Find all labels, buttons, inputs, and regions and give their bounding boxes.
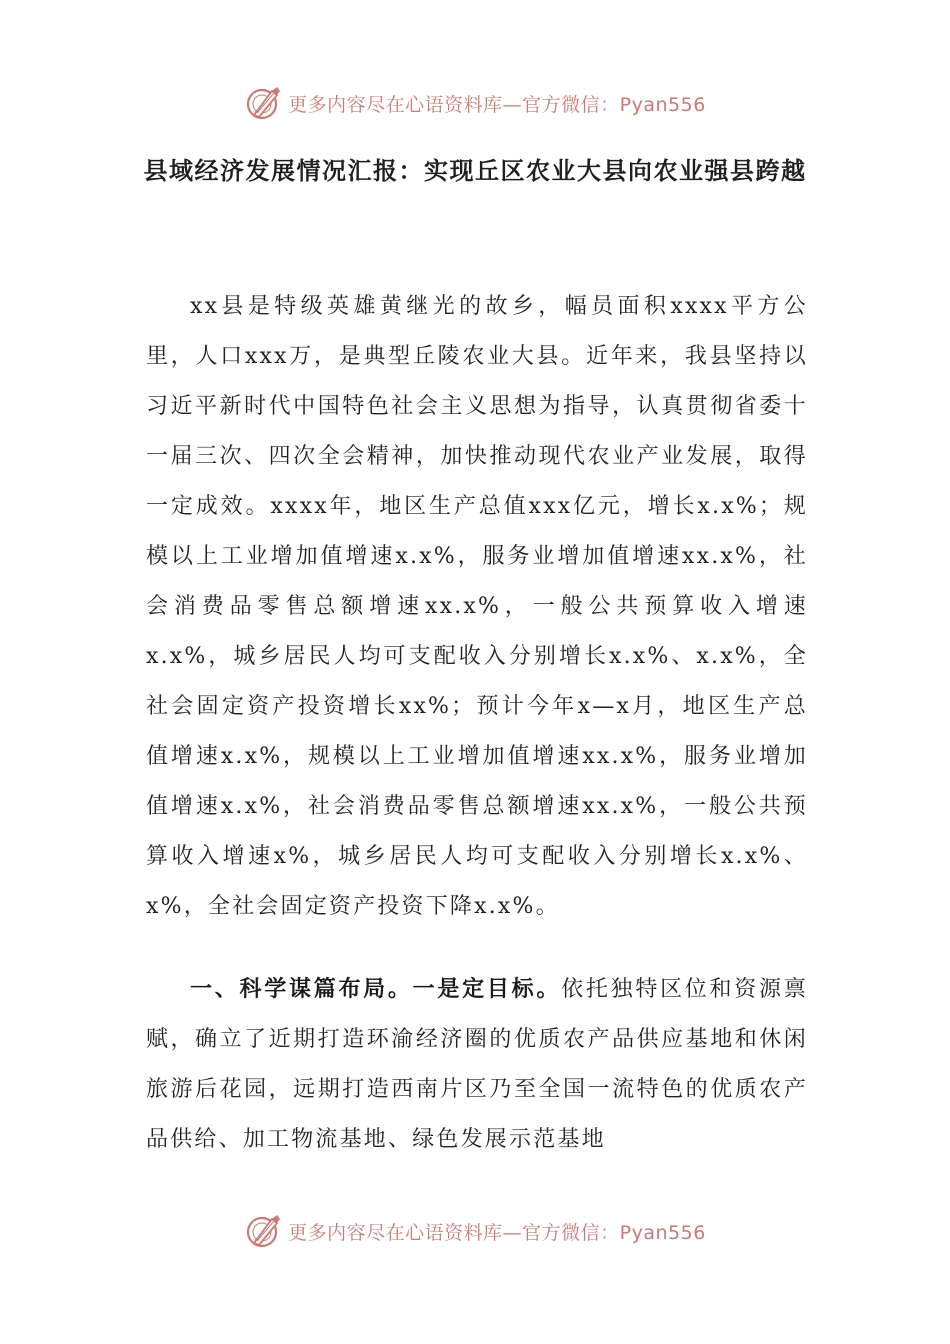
banner-wechat-id: Pyan556 — [619, 93, 706, 116]
banner-label: 更多内容尽在心语资料库—官方微信： — [288, 1221, 620, 1244]
document-title: 县域经济发展情况汇报：实现丘区农业大县向农业强县跨越 — [143, 157, 807, 185]
pen-nib-circle-icon — [244, 83, 284, 123]
pen-nib-circle-icon — [244, 1211, 284, 1251]
paragraph-intro: xx县是特级英雄黄继光的故乡，幅员面积xxxx平方公里，人口xxx万，是典型丘陵农业大县。近年来，我县坚持以习近平新时代中国特色社会主义思想为指导，认真贯彻省委十一届三次、四次全会精神，加快推动现代农业产业发展，取得一定成效。xxxx年，地区生产总值xxx亿元，增长x.x%；规模以上工业增加值增速x.x%，服务业增加值增速xx.x%，社会消费品零售总额增速xx.x%，一般公共预算收入增速x.x%，城乡居民人均可支配收入分别增长x.x%、x.x%，全社会固定资产投资增长xx%；预计今年x—x月，地区生产总值增速x.x%，规模以上工业增加值增速xx.x%，服务业增加值增速x.x%，社会消费品零售总额增速xx.x%，一般公共预算收入增速x%，城乡居民人均可支配收入分别增长x.x%、x%，全社会固定资产投资下降x.x%。 — [146, 294, 808, 919]
banner-text — [288, 90, 706, 117]
paragraph-section-1 — [146, 965, 808, 1165]
section-heading: 一、科学谋篇布局。一是定目标。 — [190, 977, 562, 1002]
header-banner — [0, 78, 950, 128]
banner-label: 更多内容尽在心语资料库—官方微信： — [288, 93, 620, 116]
banner-wechat-id: Pyan556 — [619, 1221, 706, 1244]
banner-text — [288, 1218, 706, 1245]
footer-banner — [0, 1206, 950, 1256]
section-body: 依托独特区位和资源禀赋，确立了近期打造环渝经济圈的优质农产品供应基地和休闲旅游后花园，远期打造西南片区乃至全国一流特色的优质农产品供给、加工物流基地、绿色发展示范基地 — [146, 977, 808, 1152]
